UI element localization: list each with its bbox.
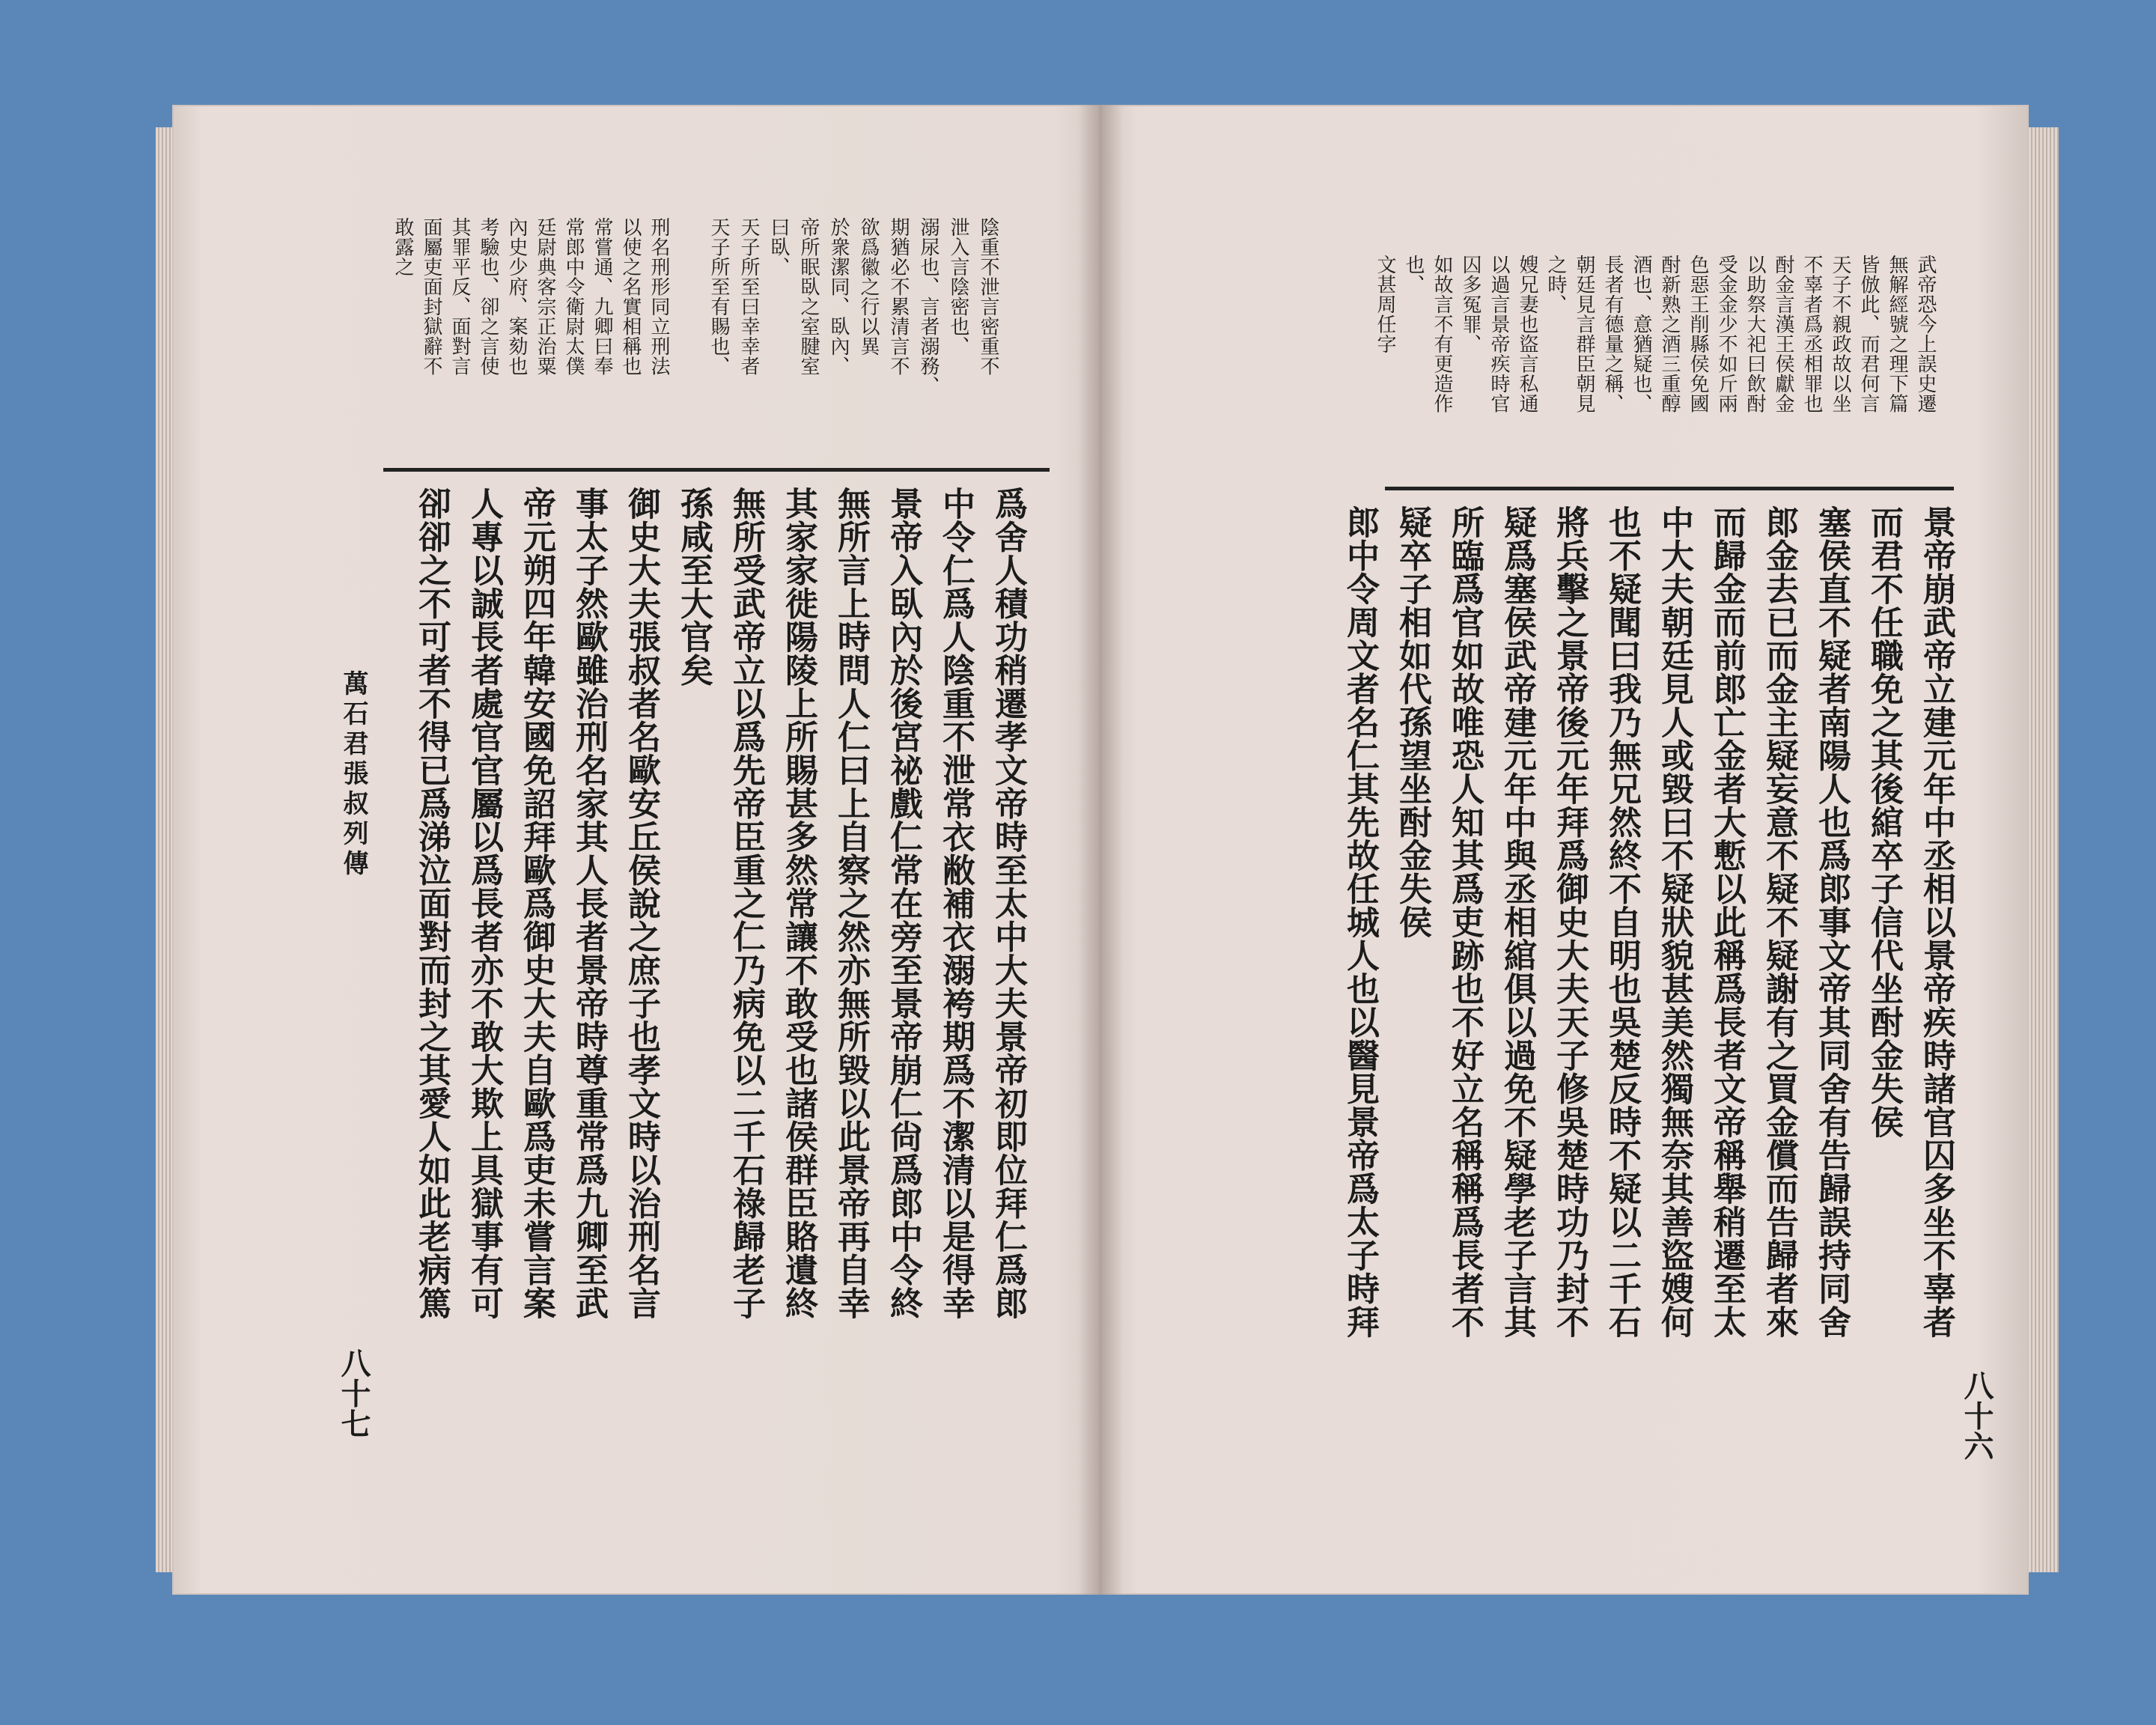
right-main-text-col: 景帝崩武帝立建元年中丞相以景帝疾時諸官囚多坐不辜者 — [1917, 505, 1955, 1339]
left-main-text-col: 無所受武帝立以爲先帝臣重之仁乃病免以二千石祿歸老子 — [727, 487, 765, 1320]
left-main-text-col: 無所言上時問人仁曰上自察之然亦無所毀以此景帝再自幸 — [832, 487, 870, 1320]
left-annotation-col: 曰臥、 — [767, 217, 790, 277]
right-annotation-col: 酎新熟之酒三重醇 — [1658, 255, 1681, 413]
left-annotation-col: 考驗也、卻之言使 — [477, 217, 499, 376]
left-main-text-col: 孫咸至大官矣 — [674, 487, 713, 687]
right-main-text-col: 將兵擊之景帝後元年拜爲御史大夫天子修吳楚時功乃封不 — [1550, 505, 1589, 1339]
right-main-text-col: 塞侯直不疑者南陽人也爲郎事文帝其同舍有告歸誤持同舍 — [1812, 505, 1851, 1339]
right-main-text-col: 而君不任職免之其後綰卒子信代坐酎金失侯 — [1865, 505, 1903, 1139]
page-number: 八十六 — [1959, 1370, 1994, 1461]
left-main-text-col: 爲舍人積功稍遷孝文帝時至太中大夫景帝初即位拜仁爲郎 — [989, 487, 1027, 1320]
right-annotation-col: 嫂兄妻也盜言私通 — [1516, 255, 1538, 413]
left-annotation-col: 陰重不泄言密重不 — [977, 217, 999, 376]
left-main-text-col: 事太子然歐雖治刑名家其人長者景帝時尊重常爲九卿至武 — [570, 487, 608, 1320]
right-annotation-col: 天子不親政故以坐 — [1829, 255, 1851, 413]
page-number: 八十七 — [336, 1348, 371, 1439]
left-annotation-col: 面屬吏面封獄辭不 — [420, 217, 442, 376]
right-annotation-col: 長者有德量之稱、 — [1601, 255, 1624, 413]
left-main-text-col: 御史大夫張叔者名歐安丘侯說之庶子也孝文時以治刑名言 — [622, 487, 660, 1320]
left-main-text-col: 人專以誠長者處官官屬以爲長者亦不敢大欺上具獄事有可 — [465, 487, 503, 1320]
left-annotation-col: 於衆潔同、臥內、 — [827, 217, 850, 376]
right-annotation-col: 受金金少不如斤兩 — [1715, 255, 1738, 413]
right-main-text-col: 所臨爲官如故唯恐人知其爲吏跡也不好立名稱稱爲長者不 — [1446, 505, 1484, 1339]
left-annotation-col: 天子所至曰幸幸者 — [737, 217, 760, 376]
right-annotation-col: 無解經號之理下篇 — [1886, 255, 1908, 413]
left-annotation-col: 敢露之 — [392, 217, 414, 277]
right-annotation-col: 色惡王削縣侯免國 — [1687, 255, 1709, 413]
left-annotation-col: 其罪平反、面對言 — [448, 217, 471, 376]
right-main-text-col: 也不疑聞曰我乃無兄然終不自明也吳楚反時不疑以二千石 — [1603, 505, 1641, 1339]
left-main-text-col: 卻卻之不可者不得已爲涕泣面對而封之其愛人如此老病篤 — [412, 487, 451, 1320]
right-main-text-col: 疑爲塞侯武帝建元年中與丞相綰俱以過免不疑學老子言其 — [1498, 505, 1536, 1339]
right-annotation-col: 武帝恐今上誤史遷 — [1914, 255, 1937, 413]
right-page — [1100, 105, 2029, 1595]
left-annotation-col: 天子所至有賜也、 — [707, 217, 730, 376]
right-annotation-col: 文甚周任字 — [1374, 255, 1396, 354]
right-main-text-col: 郎金去已而金主疑妄意不疑不疑謝有之買金償而告歸者來 — [1760, 505, 1798, 1339]
left-annotation-col: 內史少府、案劾也 — [505, 217, 528, 376]
left-main-text-col: 其家家徙陽陵上所賜甚多然常讓不敢受也諸侯群臣賂遺終 — [779, 487, 817, 1320]
right-main-text-col: 疑卒子相如代孫望坐酎金失侯 — [1393, 505, 1431, 939]
right-annotation-col: 以過言景帝疾時官 — [1487, 255, 1510, 413]
right-annotation-col: 皆倣此、而君何言 — [1857, 255, 1880, 413]
left-annotation-col: 泄入言陰密也、 — [947, 217, 969, 356]
left-main-text-col: 景帝入臥內於後宮祕戲仁常在旁至景帝崩仁尙爲郎中令終 — [884, 487, 922, 1320]
left-annotation-col: 溺尿也、言者溺務、 — [917, 217, 940, 396]
left-annotation-col: 常嘗通、九卿曰奉 — [591, 217, 613, 376]
left-annotation-col: 刑名刑形同立刑法 — [648, 217, 670, 376]
right-main-text-col: 郎中令周文者名仁其先故任城人也以醫見景帝爲太子時拜 — [1341, 505, 1379, 1339]
right-annotation-col: 朝廷見言群臣朝見 — [1573, 255, 1595, 413]
right-annotation-col: 不辜者爲丞相罪也 — [1800, 255, 1823, 413]
right-annotation-col: 之時、 — [1544, 255, 1567, 314]
running-header: 萬石君張叔列傳 — [338, 670, 368, 880]
right-annotation-col: 酎金言漢王侯獻金 — [1772, 255, 1794, 413]
left-main-text-col: 帝元朔四年韓安國免詔拜歐爲御史大夫自歐爲吏未嘗言案 — [517, 487, 555, 1320]
left-main-text-col: 中令仁爲人陰重不泄常衣敝補衣溺袴期爲不潔清以是得幸 — [937, 487, 975, 1320]
left-page — [172, 105, 1100, 1595]
right-page-edge-stack — [2029, 127, 2059, 1572]
left-page-edge-stack — [156, 127, 172, 1572]
right-main-text-col: 而歸金而前郎亡金者大慙以此稱爲長者文帝稱舉稍遷至太 — [1708, 505, 1746, 1339]
left-annotation-col: 期猶必不累清言不 — [887, 217, 910, 376]
right-page-annotation-rule — [1385, 487, 1954, 490]
left-annotation-col: 以使之名實相稱也 — [619, 217, 642, 376]
left-annotation-col: 欲爲徽之行以異 — [857, 217, 880, 356]
left-annotation-col: 廷尉典客宗正治粟 — [534, 217, 556, 376]
right-annotation-col: 以助祭大祀曰飲酎 — [1744, 255, 1766, 413]
right-main-text-col: 中大夫朝廷見人或毀曰不疑狀貌甚美然獨無奈其善盜嫂何 — [1655, 505, 1693, 1339]
right-annotation-col: 囚多冤罪、 — [1459, 255, 1482, 354]
left-page-annotation-rule — [383, 468, 1050, 472]
right-annotation-col: 酒也、意猶疑也、 — [1630, 255, 1652, 413]
right-annotation-col: 也、 — [1402, 255, 1425, 294]
right-annotation-col: 如故言不有更造作 — [1431, 255, 1453, 413]
left-annotation-col: 帝所眠臥之室腱室 — [797, 217, 820, 376]
open-book — [172, 105, 2029, 1595]
left-annotation-col: 常郎中令衛尉太僕 — [562, 217, 585, 376]
book-gutter — [1078, 105, 1123, 1595]
